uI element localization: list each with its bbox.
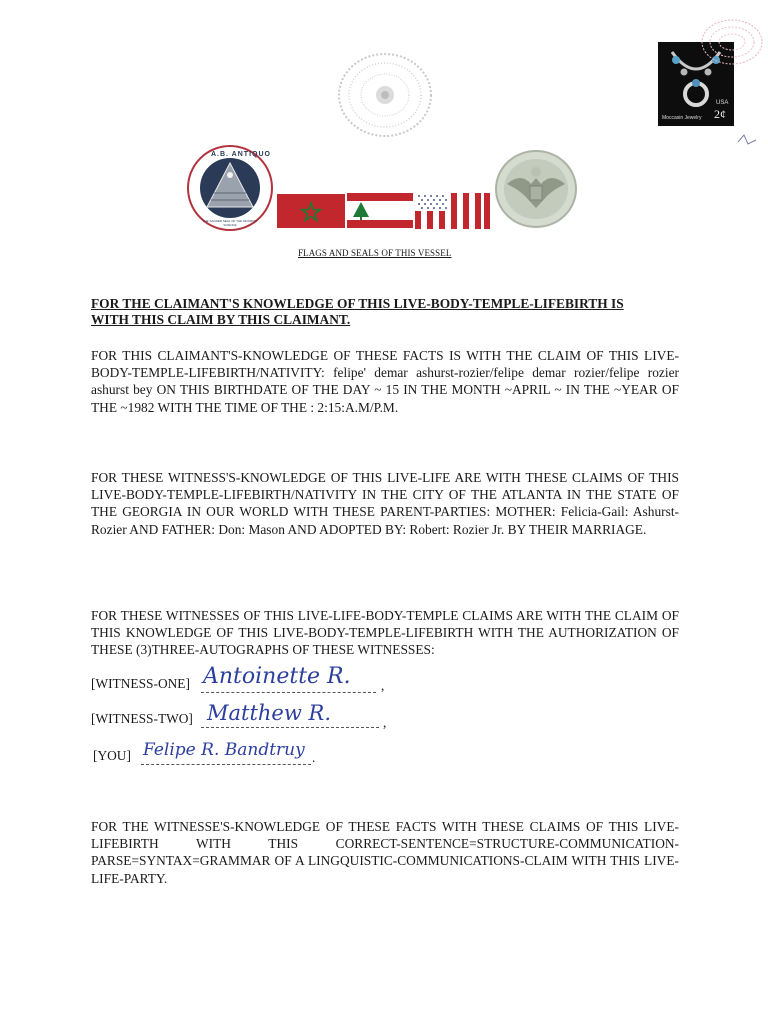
stamp-price: 2¢ <box>714 107 726 121</box>
usa-flag <box>415 193 490 229</box>
faint-circular-seal <box>337 52 433 138</box>
you-label: [YOU] <box>93 748 131 763</box>
flags-caption: FLAGS AND SEALS OF THIS VESSEL <box>298 248 452 258</box>
stamp-caption: Moccasin Jewelry <box>662 115 702 121</box>
grammar-paragraph: FOR THE WITNESSE'S-KNOWLEDGE OF THESE FACTS WITH THESE CLAIMS OF THIS LIVE-LIFEBIRTH WITH THIS CORRECT-SENTENCE=STRUCTURE-COMMUNICATION-PARSE=SYNTAX=GRAMMAR OF A LINGQUISTIC-COMMUNICATIONS-CLAIM WITH THIS LIVE-LIFE-PARTY. <box>91 819 679 886</box>
you-end: . <box>312 750 316 765</box>
you-signature: Felipe R. Bandtruy <box>143 740 305 760</box>
document-heading <box>91 296 691 328</box>
witness-two-underline <box>201 727 379 728</box>
witness-two-signature: Matthew R. <box>207 701 331 725</box>
cedar-flag <box>347 193 413 228</box>
witness-two-end: , <box>383 715 387 730</box>
witness-knowledge-paragraph: FOR THESE WITNESS'S-KNOWLEDGE OF THIS LIVE-LIFE ARE WITH THESE CLAIMS OF THIS LIVE-BODY-TEMPLE-LIFEBIRTH/NATIVITY IN THE CITY OF THE ATLANTA IN THE STATE OF THE GEORGIA IN OUR WORLD WITH THESE PARENT-PARTIES: MOTHER: Felicia-Gail: Ashurst-Rozier AND FATHER: Don: Mason AND ADOPTED BY: Robert: Rozier Jr. BY THEIR MARRIAGE. <box>91 470 679 537</box>
fingerprint-mark <box>684 12 768 82</box>
pyramid-seal-caption: THE SACRED SEAL OF THE MOORISH SCIENCE <box>202 219 258 227</box>
pyramid-seal-text: A.B. ANTIQUO <box>211 151 271 158</box>
authorization-paragraph: FOR THESE WITNESSES OF THIS LIVE-LIFE-BODY-TEMPLE CLAIMS ARE WITH THE CLAIM OF THIS KNOWLEDGE OF THIS LIVE-BODY-TEMPLE-LIFEBIRTH WITH THE AUTHORIZATION OF THESE (3)THREE-AUTOGRAPHS OF THESE WITNESSES: <box>91 608 679 658</box>
heading-line-1: FOR THE CLAIMANT'S KNOWLEDGE OF THIS LIVE-BODY-TEMPLE-LIFEBIRTH IS <box>91 296 624 311</box>
heading-line-2: WITH THIS CLAIM BY THIS CLAIMANT. <box>91 312 351 327</box>
witness-one-label: [WITNESS-ONE] <box>91 676 190 691</box>
you-underline <box>141 764 311 765</box>
morocco-flag <box>277 194 345 228</box>
pyramid-seal <box>187 145 273 231</box>
claimant-paragraph: FOR THIS CLAIMANT'S-KNOWLEDGE OF THESE FACTS IS WITH THE CLAIM OF THIS LIVE-BODY-TEMPLE-LIFEBIRTH/NATIVITY: felipe' demar ashurst-rozier/felipe demar rozier/felipe rozier ashurst bey ON THIS BIRTHDATE OF THE DAY ~ 15 IN THE MONTH ~APRIL ~ IN THE ~YEAR OF THE ~1982 WITH THE TIME OF THE : 2:15:A.M/P.M. <box>91 348 679 415</box>
pen-mark <box>736 130 764 150</box>
eagle-seal <box>495 150 577 228</box>
witness-one-underline <box>201 692 376 693</box>
witness-one-end: , <box>381 678 385 693</box>
witness-one-signature: Antoinette R. <box>203 664 351 689</box>
witness-two-label: [WITNESS-TWO] <box>91 711 193 726</box>
stamp-country: USA <box>716 100 729 106</box>
